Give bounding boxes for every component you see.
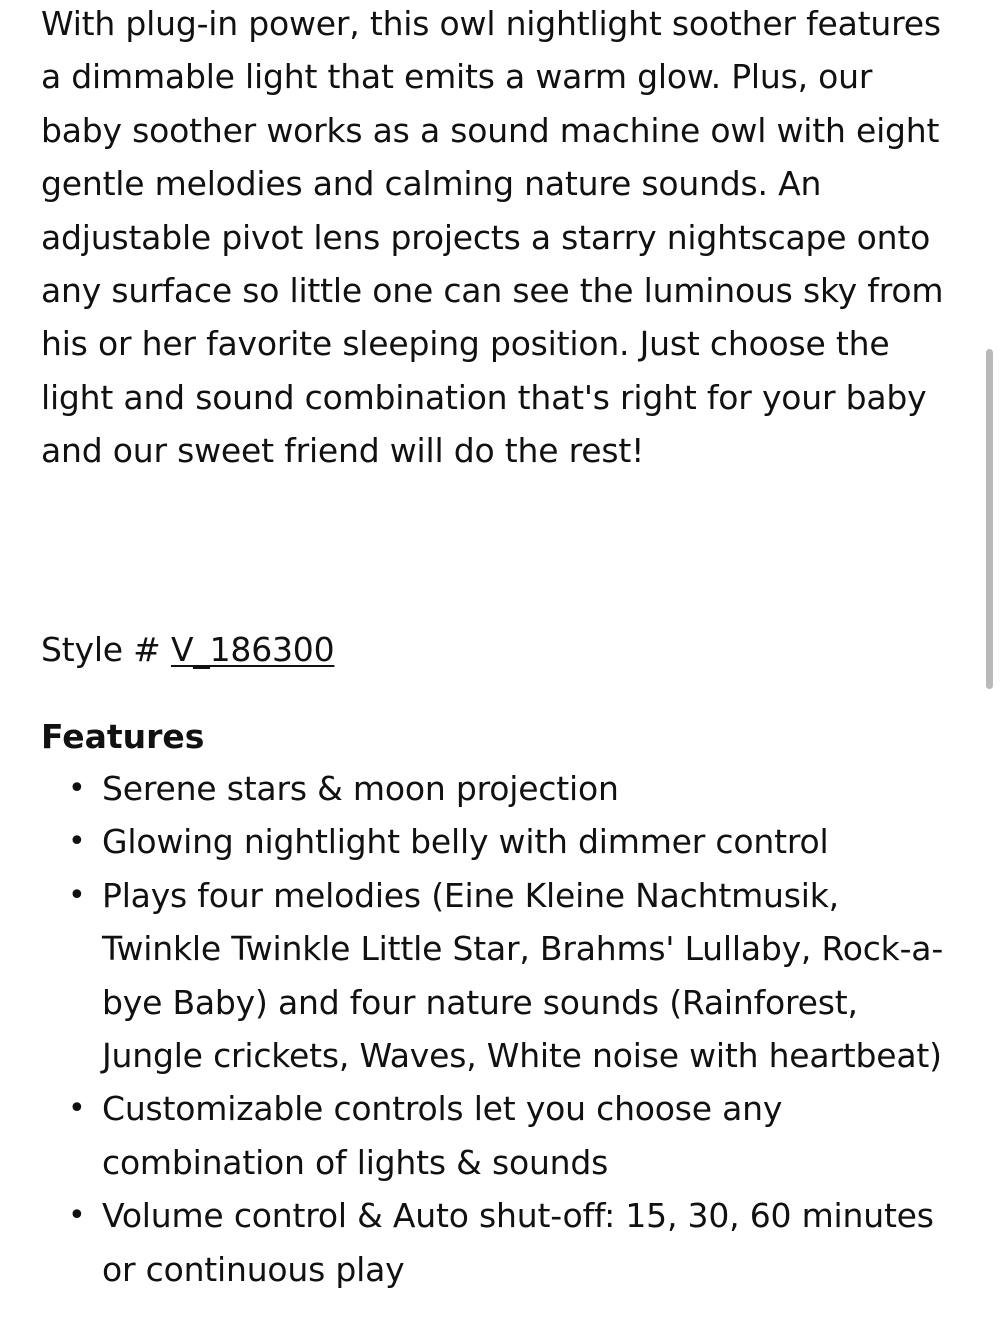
product-description: With plug-in power, this owl nightlight soother features a dimmable light that emits a warm glow. Plus, our baby soother works as a sound machine owl with eight gentle melodies and calming nature sounds. An adjustable pivot lens projects a starry nightscape onto any surface so little one can see the luminous sky from his or her favorite sleeping position. Just choose the light and sound combination that's right for your baby and our sweet friend will do the rest! <box>41 4 944 471</box>
bullet-icon: • <box>68 877 86 913</box>
list-item <box>41 1082 956 1189</box>
feature-text: Glowing nightlight belly with dimmer control <box>102 822 829 862</box>
style-number-line <box>41 625 334 675</box>
bullet-icon: • <box>68 824 86 860</box>
style-label: Style # <box>41 630 161 669</box>
features-list <box>41 762 956 1296</box>
style-number-link[interactable]: V_186300 <box>170 630 335 669</box>
bullet-icon: • <box>68 1091 86 1127</box>
features-heading: Features <box>41 717 205 756</box>
feature-text: Plays four melodies (Eine Kleine Nachtmusik, Twinkle Twinkle Little Star, Brahms' Lullaby, Rock-a-bye Baby) and four nature sounds (Rainforest, Jungle crickets, Waves, White noise with heartbeat) <box>102 875 944 1076</box>
list-item <box>41 869 956 1083</box>
list-item <box>41 762 956 815</box>
list-item <box>41 815 956 868</box>
scrollbar-thumb[interactable] <box>986 349 993 689</box>
feature-text: Serene stars & moon projection <box>102 769 619 808</box>
list-item <box>41 1189 956 1296</box>
bullet-icon: • <box>68 771 86 806</box>
feature-text: Customizable controls let you choose any combination of lights & sounds <box>102 1089 783 1182</box>
product-details <box>41 0 956 1289</box>
bullet-icon: • <box>68 1198 86 1234</box>
feature-text: Volume control & Auto shut-off: 15, 30, 60 minutes or continuous play <box>102 1196 934 1289</box>
